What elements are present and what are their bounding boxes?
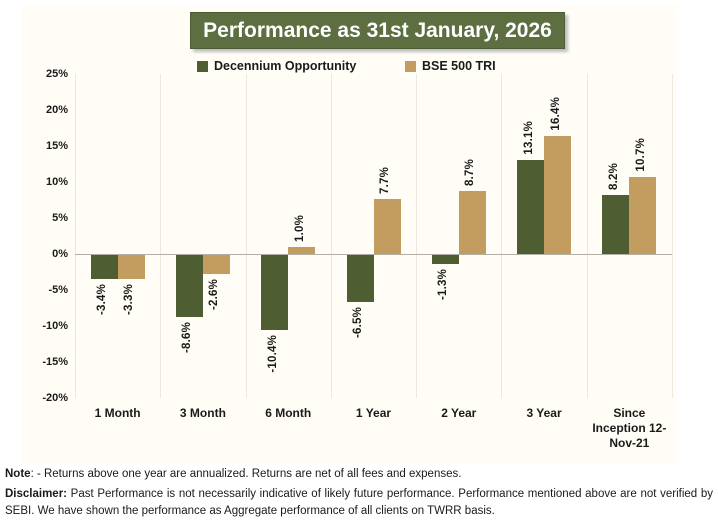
bar-decennium-opportunity [347, 255, 374, 302]
footer-notes [5, 466, 713, 520]
bar-decennium-opportunity [432, 255, 459, 264]
data-label: -10.4% [266, 334, 279, 373]
gridline [246, 74, 247, 398]
note-text: : - Returns above one year are annualized. Returns are net of all fees and expenses. [30, 468, 462, 480]
x-axis-label: 1 Month [94, 406, 141, 420]
legend-label-bse: BSE 500 TRI [422, 59, 496, 73]
chart-panel [22, 5, 677, 463]
bar-bse-500-tri [544, 136, 571, 254]
y-axis-tick: -20% [42, 392, 68, 404]
bar-bse-500-tri [374, 199, 401, 254]
x-axis-label: 2 Year [441, 406, 477, 420]
disclaimer-text: Past Performance is not necessarily indicative of likely future performance. Performance mentioned above are not verified by SEBI. We have shown the performance as Aggregate performance of all clients on TWRR basis. [5, 488, 713, 517]
bar-decennium-opportunity [91, 255, 118, 279]
disclaimer-line [5, 486, 713, 520]
data-label: -3.4% [96, 284, 109, 316]
y-axis-tick: -5% [48, 284, 68, 296]
y-axis-tick: 5% [52, 212, 68, 224]
chart-title: Performance as 31st January, 2026 [190, 12, 565, 49]
gridline [160, 74, 161, 398]
gridline [331, 74, 332, 398]
data-label: 8.2% [607, 162, 620, 190]
y-axis-tick: 10% [45, 176, 68, 188]
data-label: -3.3% [123, 283, 136, 315]
x-axis-label: 6 Month [265, 406, 312, 420]
legend-label-decennium: Decennium Opportunity [214, 59, 357, 73]
bar-decennium-opportunity [517, 160, 544, 254]
plot-area [75, 74, 672, 450]
bar-bse-500-tri [629, 177, 656, 254]
disclaimer-label: Disclaimer: [5, 488, 68, 500]
gridline [672, 74, 673, 398]
x-axis-label: 3 Year [526, 406, 562, 420]
y-axis-tick: 20% [45, 104, 68, 116]
data-label: 7.7% [379, 166, 391, 194]
y-axis-tick: -10% [42, 320, 68, 332]
bar-decennium-opportunity [261, 255, 288, 330]
legend-swatch-decennium-icon [197, 61, 208, 72]
legend-item-decennium-opportunity [197, 59, 356, 73]
data-label: -8.6% [181, 321, 194, 353]
data-label: 8.7% [464, 159, 477, 187]
x-axis-label: Since Inception 12-Nov-21 [592, 406, 667, 450]
x-axis-label: 3 Month [179, 406, 226, 420]
gridline [416, 74, 417, 398]
data-label: -2.6% [208, 278, 221, 310]
zero-axis-line [75, 254, 672, 255]
y-axis-tick: 0% [52, 248, 68, 260]
x-axis-label: 1 Year [355, 406, 392, 420]
data-label: 10.7% [634, 138, 647, 172]
bar-decennium-opportunity [602, 195, 629, 254]
bar-decennium-opportunity [176, 255, 203, 317]
gridline [75, 74, 76, 398]
bar-bse-500-tri [288, 247, 315, 254]
data-label: 16.4% [549, 97, 562, 131]
legend [22, 59, 677, 75]
legend-swatch-bse-icon [405, 61, 416, 72]
y-axis-tick: 15% [45, 140, 68, 152]
y-axis-tick: -15% [42, 356, 68, 368]
y-axis [22, 5, 68, 463]
bar-bse-500-tri [459, 191, 486, 254]
bar-bse-500-tri [118, 255, 145, 279]
bar-bse-500-tri [203, 255, 230, 274]
y-axis-tick: 25% [45, 68, 68, 80]
legend-item-bse-500-tri [405, 59, 496, 73]
data-label: 13.1% [522, 121, 535, 155]
data-label: 1.0% [293, 214, 306, 242]
note-line [5, 466, 713, 483]
data-label: -1.3% [437, 269, 450, 301]
note-label: Note [5, 468, 31, 480]
gridline [501, 74, 502, 398]
data-label: -6.5% [352, 306, 364, 338]
gridline [587, 74, 588, 398]
